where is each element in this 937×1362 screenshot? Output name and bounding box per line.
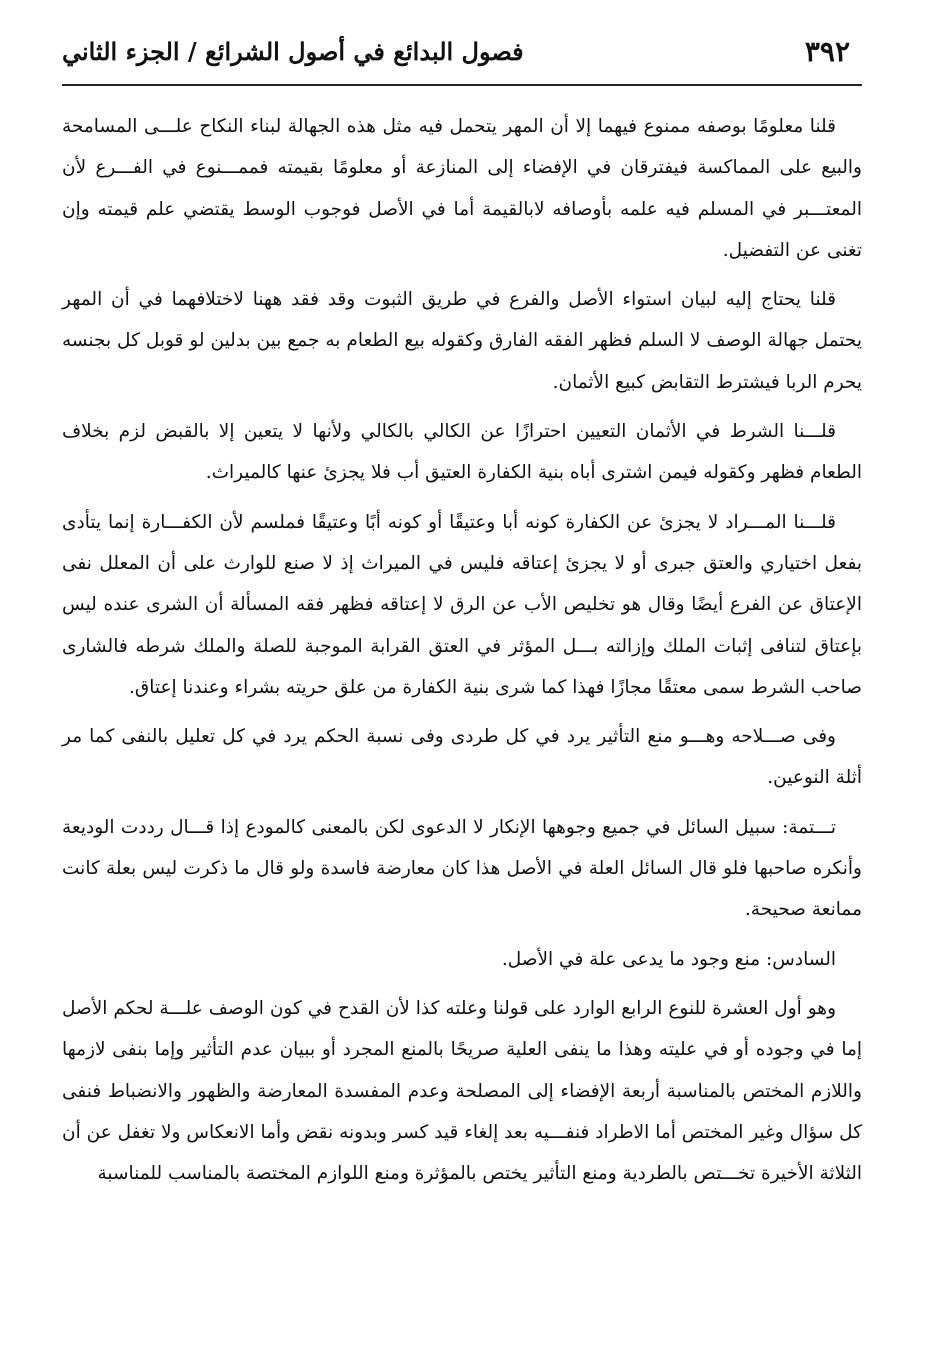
paragraph-5: وفى صـــلاحه وهـــو منع التأثير يرد في كل طردى وفى نسبة الحكم يرد في كل تعليل بالنفى كما مر أثلة النوعين. — [62, 726, 862, 789]
book-page — [62, 22, 862, 1342]
book-title-header: فصول البدائع في أصول الشرائع / الجزء الثاني — [62, 36, 524, 66]
page-number: ٣٩٢ — [804, 34, 850, 68]
paragraph-1: قلنا معلومًا بوصفه ممنوع فيهما إلا أن المهر يتحمل فيه مثل هذه الجهالة لبناء النكاح علـــى المسامحة والبيع على المماكسة فيفترقان في الإفضاء إلى المنازعة أو معلومًا بقيمته فممـــنوع في الفـــرع لأن المعتـــبر في المسلم فيه علمه بأوصافه لابالقيمة أما في الأصل فوجوب الوسط يقتضي علم قيمته وإن تغنى عن التفضيل. — [62, 116, 862, 261]
paragraph-6: تـــتمة: سبيل السائل في جميع وجوهها الإنكار لا الدعوى لكن بالمعنى كالمودع إذا قـــال رددت الوديعة وأنكره صاحبها فلو قال السائل العلة في الأصل هذا كان معارضة فاسدة ولو قال ما ذكرت ليس بعلة كانت ممانعة صحيحة. — [62, 816, 862, 921]
paragraph-7: السادس: منع وجود ما يدعى علة في الأصل. — [501, 948, 836, 970]
running-header — [62, 22, 862, 80]
paragraph-8: وهو أول العشرة للنوع الرابع الوارد على قولنا وعلته كذا لأن القدح في كون الوصف علـــة لحكم الأصل إما في وجوده أو في عليته وهذا ما ينفى العلية صريحًا بالمنع المجرد أو ببيان عدم التأثير وإما بنفى لازمها واللازم المختص بالمناسبة أربعة الإفضاء إلى المصلحة وعدم المفسدة المعارضة والظهور والانضباط فنفى كل سؤال وغير المختص أما الاطراد فنفـــيه بعد إلغاء قيد كسر وبدونه نقض وأما الانعكاس ولا تغفل عن أن الثلاثة الأخيرة تخـــتص بالطردية ومنع التأثير يختص بالمؤثرة ومنع اللوازم المختصة بالمناسب للمناسبة — [62, 997, 862, 1185]
body-text — [62, 106, 862, 1194]
header-rule — [62, 84, 862, 86]
paragraph-4: قلـــنا المـــراد لا يجزئ عن الكفارة كونه أبا وعتيقًا أو كونه أبًا وعتيقًا فملسم لأن الكفـــارة إنما يتأدى بفعل اختياري والعتق جبرى أو لا يجزئ إعتاقه فليس في الميراث إذ لا صنع للوارث على أن المعلل نفى الإعتاق عن الفرع أيضًا وقال هو تخليص الأب عن الرق لا إعتاقه فظهر فقه المسألة أن الشرى عنده ليس بإعتاق لتنافى إثبات الملك وإزالته بـــل المؤثر في العتق القرابة الموجبة للصلة والملك شرطه فالشارى صاحب الشرط سمى معتقًا مجازًا فهذا كما شرى بنية الكفارة من علق حريته بشراء وعندنا إعتاق. — [62, 511, 862, 698]
paragraph-2: قلنا يحتاج إليه لبيان استواء الأصل والفرع في طريق الثبوت وقد فقد ههنا لاختلافهما في أن المهر يحتمل جهالة الوصف لا السلم فظهر الفقه الفارق وكقوله بيع الطعام به جمع بين بدلين لو قوبل كل بجنسه يحرم الربا فيشترط التقابض كبيع الأثمان. — [62, 289, 862, 393]
paragraph-3: قلـــنا الشرط في الأثمان التعيين احترازًا عن الكالي بالكالي ولأنها لا يتعين إلا بالقبض لزم بخلاف الطعام فظهر وكقوله فيمن اشترى أباه بنية الكفارة العتيق أب فلا يجزئ عنها كالميراث. — [62, 421, 862, 484]
